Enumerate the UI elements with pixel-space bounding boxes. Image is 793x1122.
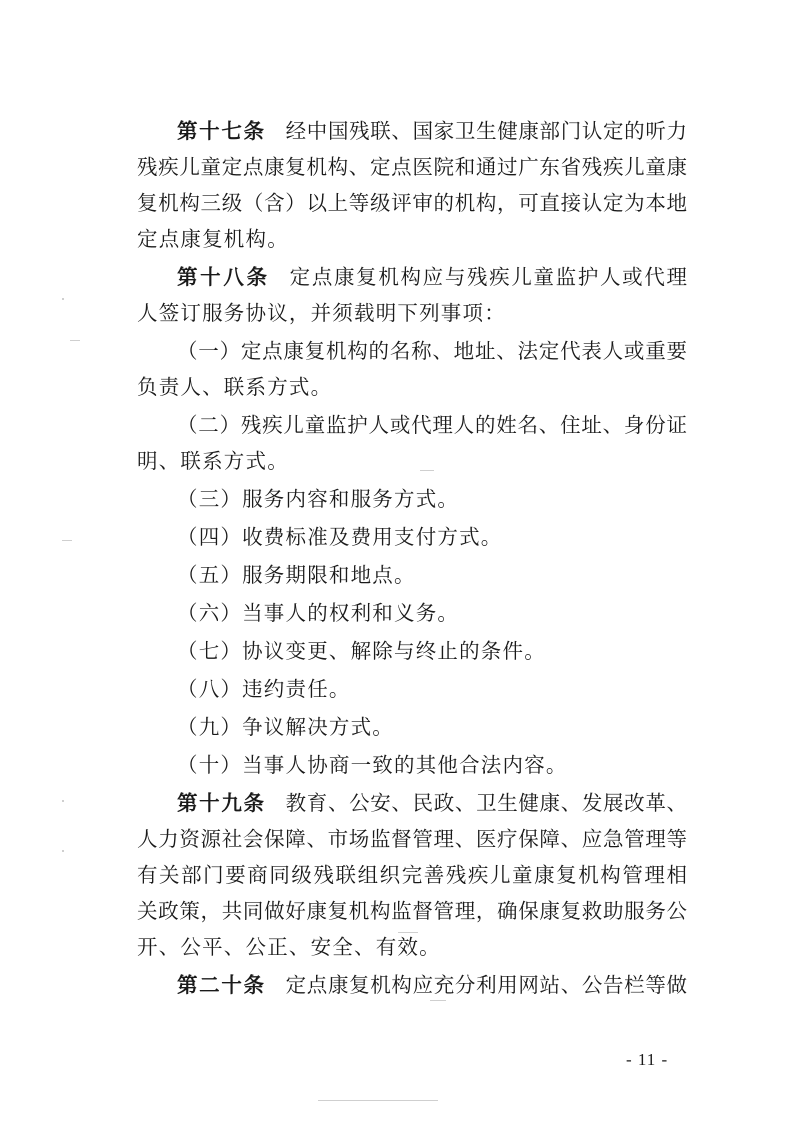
item-4: （四）收费标准及费用支付方式。 xyxy=(177,525,503,549)
article-19-label: 第十九条 xyxy=(177,791,266,815)
item-1-line-2: 负责人、联系方式。 xyxy=(137,375,333,399)
scan-speck xyxy=(62,850,64,852)
article-17-line-2: 残疾儿童定点康复机构、定点医院和通过广东省残疾儿童康 xyxy=(137,155,687,179)
article-19-line-1 xyxy=(177,789,687,817)
article-19-line-2: 人力资源社会保障、市场监督管理、医疗保障、应急管理等 xyxy=(137,827,687,851)
article-18-text-1: 定点康复机构应与残疾儿童监护人或代理 xyxy=(289,265,688,289)
scan-speck xyxy=(62,800,64,802)
item-9: （九）争议解决方式。 xyxy=(177,715,394,739)
item-3: （三）服务内容和服务方式。 xyxy=(177,487,460,511)
scan-speck xyxy=(430,1000,446,1001)
item-1-line-1: （一）定点康复机构的名称、地址、法定代表人或重要 xyxy=(177,339,687,363)
article-20-text-1: 定点康复机构应充分利用网站、公告栏等做 xyxy=(285,973,688,997)
page-number: - 11 - xyxy=(626,1050,669,1069)
article-19-text-1: 教育、公安、民政、卫生健康、发展改革、 xyxy=(285,791,688,815)
article-17-line-4: 定点康复机构。 xyxy=(137,227,289,251)
article-19-line-5: 开、公平、公正、安全、有效。 xyxy=(137,935,441,959)
article-18-line-2: 人签订服务协议，并须载明下列事项： xyxy=(137,301,506,325)
item-5: （五）服务期限和地点。 xyxy=(177,563,416,587)
article-20-line-1 xyxy=(177,971,687,999)
article-20-label: 第二十条 xyxy=(177,973,266,997)
article-18-label: 第十八条 xyxy=(177,265,270,289)
scan-speck xyxy=(62,540,72,541)
scan-speck xyxy=(398,932,418,933)
scan-speck xyxy=(70,340,80,341)
article-17-line-1 xyxy=(177,117,687,145)
article-19-line-4: 关政策，共同做好康复机构监督管理，确保康复救助服务公 xyxy=(137,899,687,923)
article-17-line-3: 复机构三级（含）以上等级评审的机构，可直接认定为本地 xyxy=(137,191,687,215)
item-10: （十）当事人协商一致的其他合法内容。 xyxy=(177,753,568,777)
item-8: （八）违约责任。 xyxy=(177,677,351,701)
item-7: （七）协议变更、解除与终止的条件。 xyxy=(177,639,546,663)
scan-speck xyxy=(420,470,434,471)
article-17-label: 第十七条 xyxy=(177,119,266,143)
article-18-line-1 xyxy=(177,263,687,291)
article-19-line-3: 有关部门要商同级残联组织完善残疾儿童康复机构管理相 xyxy=(137,863,687,887)
article-17-text-1: 经中国残联、国家卫生健康部门认定的听力 xyxy=(285,119,688,143)
item-2-line-2: 明、联系方式。 xyxy=(137,449,289,473)
scan-speck xyxy=(62,298,64,300)
item-6: （六）当事人的权利和义务。 xyxy=(177,601,460,625)
scan-speck xyxy=(318,1100,438,1101)
item-2-line-1: （二）残疾儿童监护人或代理人的姓名、住址、身份证 xyxy=(177,413,687,437)
